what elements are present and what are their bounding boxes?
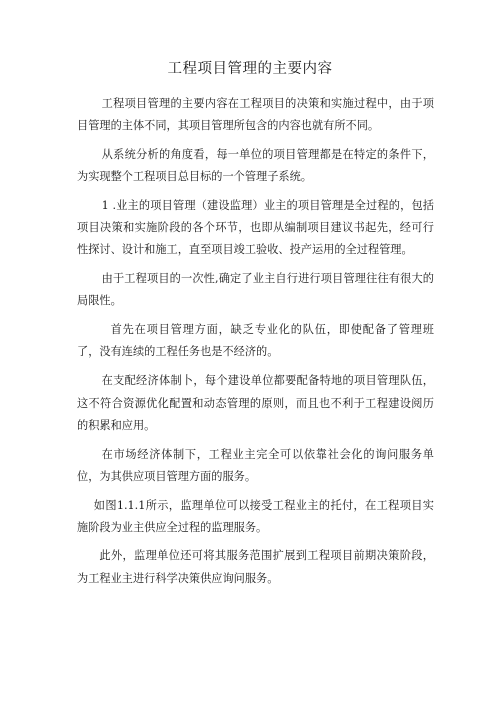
paragraph-1: 工程项目管理的主要内容在工程项目的决策和实施过程中，由于项目管理的主体不同，其项目管理所包含的内容也就有所不同。: [77, 97, 434, 133]
paragraph-4: 由于工程项目的一次性,确定了业主自行进行项目管理往往有很大的局限性。: [77, 271, 434, 308]
document-body: [77, 93, 434, 596]
paragraph-8: 如图1.1.1所示，监理单位可以接受工程业主的托付，在工程项目实施阶段为业主供应全过程的监理服务。: [77, 498, 434, 534]
paragraph-5: 首先在项目管理方面，缺乏专业化的队伍，即使配备了管理班了，没有连续的工程任务也是不经济的。: [77, 322, 434, 359]
paragraph-2: 从系统分析的角度看，每一单位的项目管理都是在特定的条件下，为实现整个工程项目总目标的一个管理子系统。: [77, 147, 434, 184]
paragraph-3: 1 .业主的项目管理（建设监理）业主的项目管理是全过程的，包括项目决策和实施阶段的各个环节，也即从编制项目建议书起先，经可行性探讨、设计和施工，直至项目竣工验收、投产运用的全过程管理。: [77, 198, 434, 257]
document-title: 工程项目管理的主要内容: [167, 61, 333, 77]
paragraph-9: 此外，监理单位还可将其服务范围扩展到工程项目前期决策阶段，为工程业主进行科学决策供应询问服务。: [77, 549, 434, 585]
paragraph-7: 在市场经济体制下，工程业主完全可以依靠社会化的询问服务单位，为其供应项目管理方面的服务。: [77, 447, 434, 484]
paragraph-6: 在支配经济体制卜，每个建设单位都要配备特地的项目管理队伍，这不符合资源优化配置和动态管理的原则，而且也不利于工程建设阅历的积累和应用。: [77, 374, 434, 433]
